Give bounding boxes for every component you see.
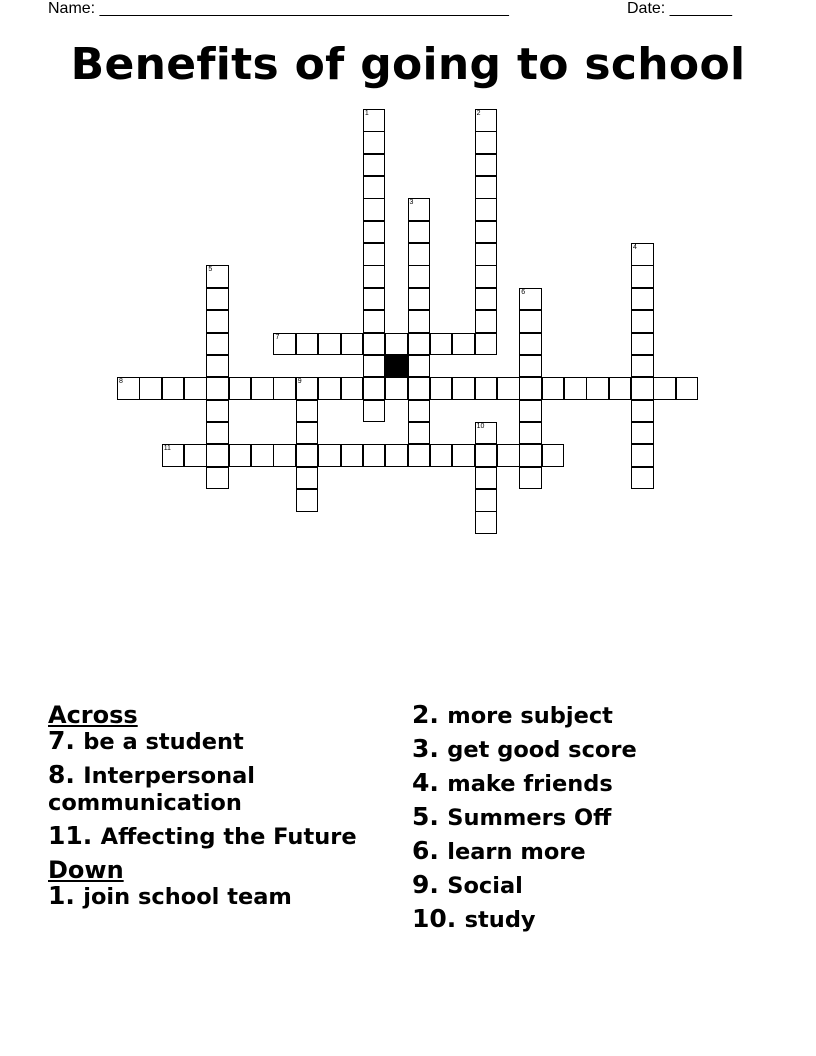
- grid-cell[interactable]: [184, 444, 207, 467]
- cell-number: 7: [275, 333, 280, 341]
- grid-cell[interactable]: [631, 422, 654, 445]
- cell-number: 5: [208, 266, 213, 274]
- grid-cell[interactable]: [408, 333, 431, 356]
- grid-cell[interactable]: [363, 131, 386, 154]
- grid-cell[interactable]: [162, 377, 185, 400]
- clues-left-column: [48, 702, 378, 917]
- clue-number: 9.: [412, 870, 439, 899]
- grid-cell[interactable]: [117, 377, 140, 400]
- clue-text: Affecting the Future: [100, 824, 357, 850]
- grid-cell[interactable]: [408, 243, 431, 266]
- grid-cell[interactable]: [408, 355, 431, 378]
- grid-cell[interactable]: [631, 377, 654, 400]
- grid-cell[interactable]: [497, 377, 520, 400]
- grid-cell[interactable]: [363, 109, 386, 132]
- cell-number: 10: [476, 422, 485, 430]
- grid-cell[interactable]: [363, 444, 386, 467]
- grid-cell[interactable]: [452, 377, 475, 400]
- grid-cell[interactable]: [341, 333, 364, 356]
- grid-cell[interactable]: [475, 444, 498, 467]
- grid-cell[interactable]: [251, 444, 274, 467]
- grid-cell[interactable]: [408, 422, 431, 445]
- grid-cell[interactable]: [296, 333, 319, 356]
- grid-cell[interactable]: [408, 221, 431, 244]
- clue-number: 6.: [412, 836, 439, 865]
- cell-number: 9: [297, 378, 302, 386]
- grid-cell[interactable]: [273, 333, 296, 356]
- grid-cell[interactable]: [519, 288, 542, 311]
- grid-cell[interactable]: [318, 444, 341, 467]
- grid-cell[interactable]: [229, 377, 252, 400]
- clue-down-5: [412, 804, 792, 831]
- grid-black-cell: [385, 355, 408, 378]
- grid-cell[interactable]: [363, 243, 386, 266]
- cell-number: 8: [119, 378, 123, 386]
- cell-number: 4: [633, 244, 637, 252]
- clue-down-6: [412, 838, 792, 865]
- grid-cell[interactable]: [542, 444, 565, 467]
- grid-cell[interactable]: [430, 377, 453, 400]
- grid-cell[interactable]: [631, 467, 654, 490]
- grid-cell[interactable]: [408, 400, 431, 423]
- across-heading: Across: [48, 701, 138, 729]
- grid-cell[interactable]: [206, 377, 229, 400]
- grid-cell[interactable]: [206, 422, 229, 445]
- grid-cell[interactable]: [363, 265, 386, 288]
- grid-cell[interactable]: [631, 333, 654, 356]
- clue-text: be a student: [83, 729, 244, 755]
- grid-cell[interactable]: [519, 422, 542, 445]
- grid-cell[interactable]: [408, 265, 431, 288]
- clue-text: Social: [447, 873, 523, 899]
- grid-cell[interactable]: [318, 377, 341, 400]
- grid-cell[interactable]: [475, 467, 498, 490]
- grid-cell[interactable]: [475, 310, 498, 333]
- grid-cell[interactable]: [251, 377, 274, 400]
- grid-cell[interactable]: [363, 400, 386, 423]
- grid-cell[interactable]: [519, 400, 542, 423]
- grid-cell[interactable]: [519, 310, 542, 333]
- grid-cell[interactable]: [519, 377, 542, 400]
- grid-cell[interactable]: [452, 444, 475, 467]
- page-title: Benefits of going to school: [70, 39, 746, 90]
- grid-cell[interactable]: [341, 377, 364, 400]
- cell-number: 6: [521, 288, 526, 296]
- clue-number: 5.: [412, 802, 439, 831]
- grid-cell[interactable]: [475, 176, 498, 199]
- grid-cell[interactable]: [363, 333, 386, 356]
- clue-text: get good score: [447, 737, 637, 763]
- grid-cell[interactable]: [296, 377, 319, 400]
- grid-cell[interactable]: [363, 377, 386, 400]
- cell-number: 11: [163, 445, 171, 453]
- grid-cell[interactable]: [385, 377, 408, 400]
- grid-cell[interactable]: [206, 333, 229, 356]
- grid-cell[interactable]: [385, 333, 408, 356]
- grid-cell[interactable]: [206, 467, 229, 490]
- grid-cell[interactable]: [206, 444, 229, 467]
- grid-cell[interactable]: [631, 310, 654, 333]
- grid-cell[interactable]: [296, 467, 319, 490]
- clue-number: 7.: [48, 726, 75, 755]
- grid-cell[interactable]: [631, 243, 654, 266]
- grid-cell[interactable]: [341, 444, 364, 467]
- grid-cell[interactable]: [519, 333, 542, 356]
- grid-cell[interactable]: [519, 467, 542, 490]
- clue-across-11: [48, 823, 378, 850]
- date-field-label: Date: _______: [627, 0, 732, 17]
- grid-cell[interactable]: [475, 265, 498, 288]
- grid-cell[interactable]: [676, 377, 699, 400]
- grid-cell[interactable]: [296, 422, 319, 445]
- clue-text: study: [464, 907, 536, 933]
- clue-down-4: [412, 770, 792, 797]
- clue-down-9: [412, 872, 792, 899]
- grid-cell[interactable]: [497, 444, 520, 467]
- clue-text: join school team: [83, 884, 292, 910]
- grid-cell[interactable]: [631, 265, 654, 288]
- clue-number: 11.: [48, 821, 93, 850]
- clue-across-8: [48, 762, 378, 816]
- grid-cell[interactable]: [363, 288, 386, 311]
- down-heading: Down: [48, 856, 124, 884]
- grid-cell[interactable]: [273, 377, 296, 400]
- grid-cell[interactable]: [631, 444, 654, 467]
- grid-cell[interactable]: [475, 243, 498, 266]
- grid-cell[interactable]: [139, 377, 162, 400]
- grid-cell[interactable]: [363, 355, 386, 378]
- grid-cell[interactable]: [408, 377, 431, 400]
- grid-cell[interactable]: [296, 489, 319, 512]
- grid-cell[interactable]: [475, 131, 498, 154]
- grid-cell[interactable]: [206, 355, 229, 378]
- clue-text: Interpersonal communication: [48, 763, 255, 816]
- clue-number: 10.: [412, 904, 457, 933]
- grid-cell[interactable]: [564, 377, 587, 400]
- grid-cell[interactable]: [475, 221, 498, 244]
- grid-cell[interactable]: [408, 310, 431, 333]
- clue-down-1: [48, 883, 378, 910]
- grid-cell[interactable]: [631, 400, 654, 423]
- clue-number: 3.: [412, 734, 439, 763]
- grid-cell[interactable]: [162, 444, 185, 467]
- clue-text: Summers Off: [447, 805, 612, 831]
- cell-number: 2: [476, 110, 481, 117]
- grid-cell[interactable]: [475, 288, 498, 311]
- clue-down-2: [412, 702, 792, 729]
- clue-text: make friends: [447, 771, 613, 797]
- grid-cell[interactable]: [363, 198, 386, 221]
- clue-down-3: [412, 736, 792, 763]
- grid-cell[interactable]: [408, 198, 431, 221]
- cell-number: 3: [409, 199, 414, 207]
- grid-cell[interactable]: [363, 221, 386, 244]
- clue-text: learn more: [447, 839, 586, 865]
- grid-cell[interactable]: [430, 333, 453, 356]
- grid-cell[interactable]: [296, 444, 319, 467]
- clue-down-10: [412, 906, 792, 933]
- grid-cell[interactable]: [363, 176, 386, 199]
- name-field-label: Name: ______________________________________________: [48, 0, 509, 17]
- grid-cell[interactable]: [184, 377, 207, 400]
- grid-cell[interactable]: [475, 333, 498, 356]
- clue-number: 8.: [48, 760, 75, 789]
- grid-cell[interactable]: [363, 154, 386, 177]
- grid-cell[interactable]: [519, 444, 542, 467]
- clue-number: 1.: [48, 881, 75, 910]
- grid-cell[interactable]: [475, 422, 498, 445]
- grid-cell[interactable]: [475, 489, 498, 512]
- grid-cell[interactable]: [206, 400, 229, 423]
- grid-cell[interactable]: [475, 198, 498, 221]
- grid-cell[interactable]: [475, 154, 498, 177]
- grid-cell[interactable]: [653, 377, 676, 400]
- grid-cell[interactable]: [609, 377, 632, 400]
- grid-cell[interactable]: [586, 377, 609, 400]
- grid-cell[interactable]: [229, 444, 252, 467]
- grid-cell[interactable]: [408, 444, 431, 467]
- grid-cell[interactable]: [631, 288, 654, 311]
- grid-cell[interactable]: [206, 288, 229, 311]
- grid-cell[interactable]: [475, 511, 498, 534]
- grid-cell[interactable]: [430, 444, 453, 467]
- grid-cell[interactable]: [475, 109, 498, 132]
- grid-cell[interactable]: [206, 265, 229, 288]
- grid-cell[interactable]: [206, 310, 229, 333]
- grid-cell[interactable]: [273, 444, 296, 467]
- grid-cell[interactable]: [296, 400, 319, 423]
- clue-text: more subject: [447, 703, 613, 729]
- grid-cell[interactable]: [475, 377, 498, 400]
- grid-cell[interactable]: [408, 288, 431, 311]
- grid-cell[interactable]: [542, 377, 565, 400]
- grid-cell[interactable]: [452, 333, 475, 356]
- grid-cell[interactable]: [385, 444, 408, 467]
- grid-cell[interactable]: [363, 310, 386, 333]
- clue-number: 4.: [412, 768, 439, 797]
- clues-right-column: [412, 702, 792, 940]
- cell-number: 1: [364, 110, 369, 117]
- grid-cell[interactable]: [519, 355, 542, 378]
- clue-number: 2.: [412, 700, 439, 729]
- clue-across-7: [48, 728, 378, 755]
- grid-cell[interactable]: [631, 355, 654, 378]
- grid-cell[interactable]: [318, 333, 341, 356]
